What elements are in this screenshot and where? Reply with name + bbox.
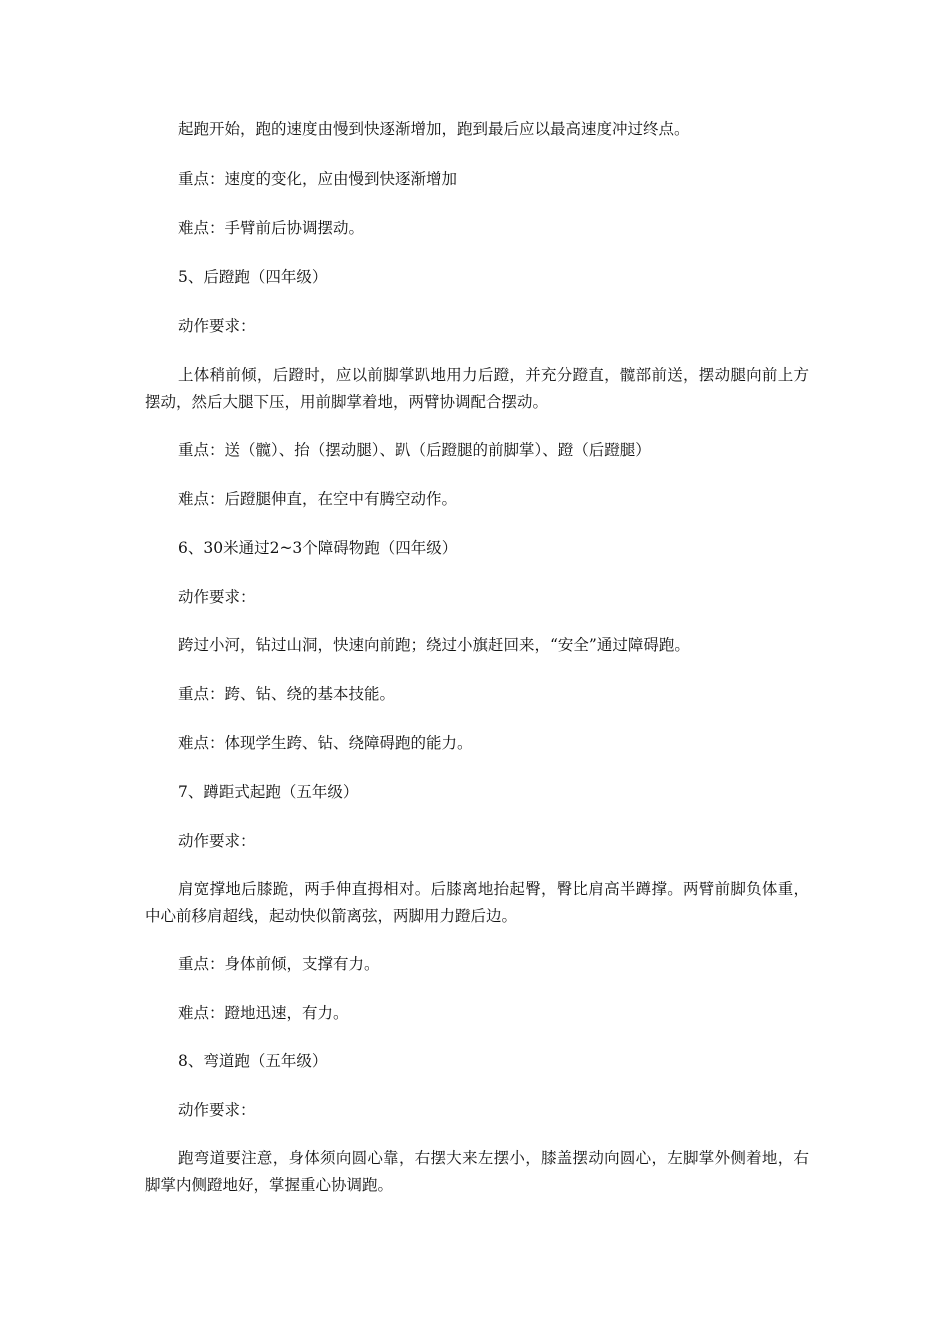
paragraph-requirements-text: 跑弯道要注意，身体须向圆心靠，右摆大来左摆小，膝盖摆动向圆心，左脚掌外侧着地，右脚掌内侧蹬地好，掌握重心协调跑。	[145, 1149, 809, 1194]
paragraph-requirements-text: 上体稍前倾，后蹬时，应以前脚掌趴地用力后蹬，并充分蹬直，髋部前送，摆动腿向前上方摆动，然后大腿下压，用前脚掌着地，两臂协调配合摆动。	[145, 366, 809, 411]
paragraph-key-point: 重点：跨、钻、绕的基本技能。	[178, 685, 396, 703]
paragraph-difficulty: 难点：手臂前后协调摆动。	[178, 219, 365, 237]
section-heading-5: 5、后蹬跑（四年级）	[178, 268, 328, 286]
paragraph-key-point: 重点：速度的变化，应由慢到快逐渐增加	[178, 170, 458, 188]
paragraph-requirements-label: 动作要求：	[178, 317, 256, 335]
paragraph-requirements-text: 肩宽撑地后膝跪，两手伸直拇相对。后膝离地抬起臀，臀比肩高半蹲撑。两臂前脚负体重，中心前移肩超线，起动快似箭离弦，两脚用力蹬后边。	[145, 880, 809, 925]
paragraph-requirements-text: 跨过小河，钻过山洞，快速向前跑；绕过小旗赶回来，“安全”通过障碍跑。	[178, 636, 690, 654]
paragraph-requirements-label: 动作要求：	[178, 588, 256, 606]
paragraph-difficulty: 难点：后蹬腿伸直，在空中有腾空动作。	[178, 490, 458, 508]
paragraph-requirements-label: 动作要求：	[178, 832, 256, 850]
paragraph-key-point: 重点：送（髋）、抬（摆动腿）、趴（后蹬腿的前脚掌）、蹬（后蹬腿）	[178, 441, 651, 459]
paragraph-requirements-label: 动作要求：	[178, 1101, 256, 1119]
paragraph-difficulty: 难点：蹬地迅速，有力。	[178, 1004, 349, 1022]
section-heading-6: 6、30米通过2~3个障碍物跑（四年级）	[178, 539, 458, 557]
section-heading-7: 7、蹲距式起跑（五年级）	[178, 783, 359, 801]
section-heading-8: 8、弯道跑（五年级）	[178, 1052, 328, 1070]
paragraph-run-start: 起跑开始，跑的速度由慢到快逐渐增加，跑到最后应以最高速度冲过终点。	[178, 120, 690, 138]
paragraph-key-point: 重点：身体前倾，支撑有力。	[178, 955, 380, 973]
paragraph-difficulty: 难点：体现学生跨、钻、绕障碍跑的能力。	[178, 734, 473, 752]
